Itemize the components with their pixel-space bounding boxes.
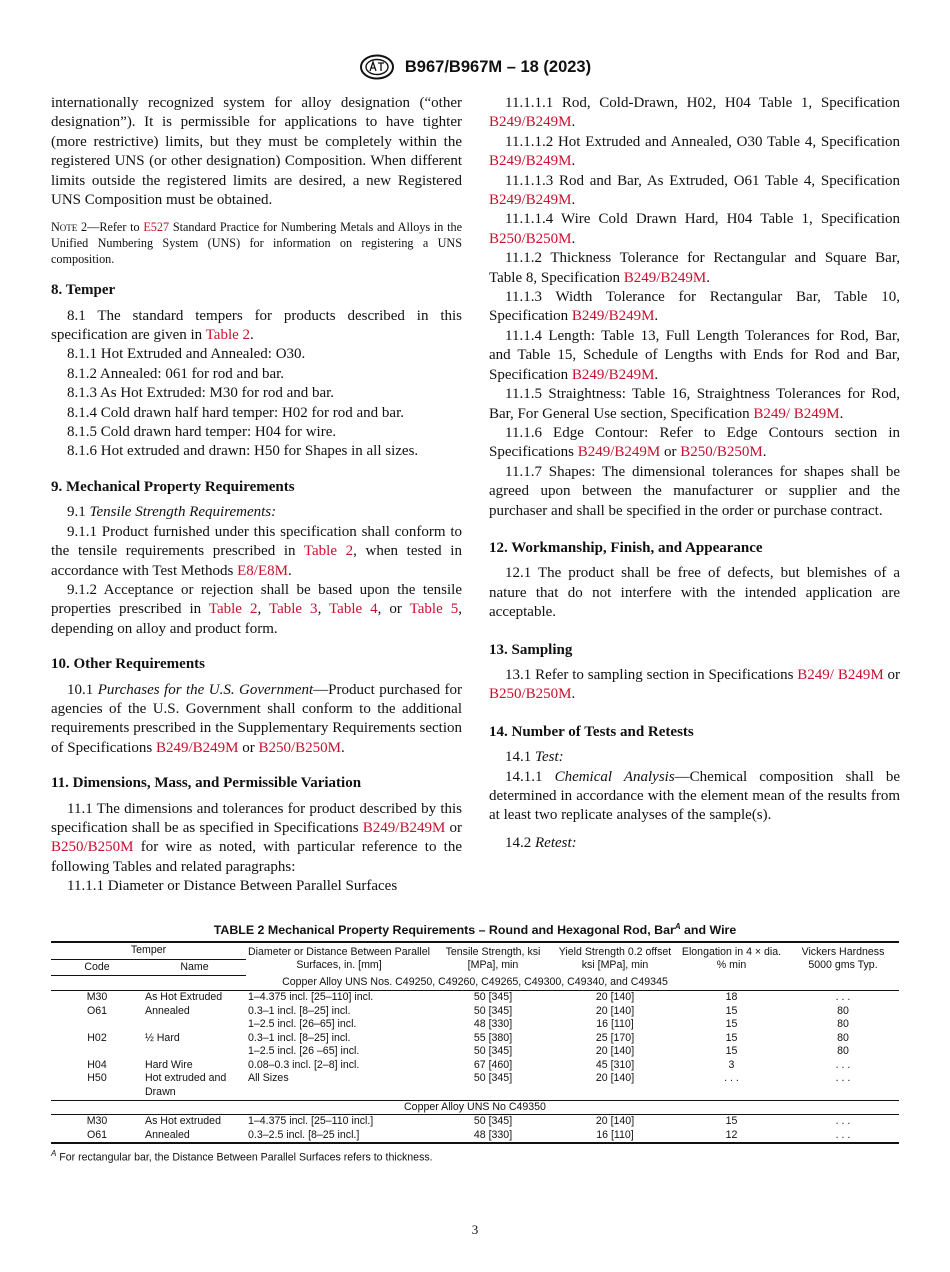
para-11-1-1: 11.1.1 Diameter or Distance Between Parallel Surfaces [67, 878, 398, 895]
para-8-1-6: 8.1.6 Hot extruded and drawn: H50 for Shapes in all sizes. [67, 443, 419, 460]
para-13-1: 13.1 Refer to sampling section in Specifications B249/ B249M or B250/B250M. [489, 666, 901, 703]
para-8-1: 8.1 The standard tempers for products described in this specification are given in Table 2. [51, 307, 462, 344]
table-row: H04 Hard Wire 0.08–0.3 incl. [2–8] incl. 67 [460] 45 [310] 3 . . . [87, 1058, 851, 1071]
astm-logo-icon [359, 54, 395, 80]
ref-b249-link[interactable]: B249/B249M [489, 114, 572, 131]
col-header-vickers: Vickers Hardness 5000 gms Typ. [801, 945, 885, 972]
para-9-1-1: 9.1.1 Product furnished under this specification shall conform to the tensile requirements prescribed in Table 2, when tested in accordance with Test Methods E8/E8M. [51, 523, 462, 579]
table-row: H50 Hot extruded and Drawn All Sizes 50 [345] 20 [140] . . . . . . [51, 1072, 899, 1100]
ref-b249-link[interactable]: B249/B249M [577, 444, 661, 461]
ref-b249-link[interactable]: B249/ B249M [797, 666, 884, 683]
section-10-heading: 10. Other Requirements [51, 656, 206, 673]
ref-b250-link[interactable]: B250/B250M [489, 230, 572, 247]
ref-b249-link[interactable]: B249/B249M [489, 192, 572, 209]
ref-b249-link[interactable]: B249/B249M [489, 153, 572, 170]
col-header-code: Code [51, 959, 143, 976]
para-11-1-3: 11.1.3 Width Tolerance for Rectangular Bar, Table 10, Specification B249/B249M. [489, 289, 900, 325]
table-2-caption: TABLE 2 Mechanical Property Requirements – Round and Hexagonal Rod, Bar$^A$ and Wire [213, 922, 737, 938]
section-13-heading: 13. Sampling [489, 641, 573, 658]
para-8-1-4: 8.1.4 Cold drawn half hard temper: H02 for rod and bar. [67, 404, 404, 421]
page-header [0, 54, 950, 80]
para-11-1-5: 11.1.5 Straightness: Table 16, Straightness Tolerances for Rod, Bar, For General Use section, Specification B249/ B249M. [489, 386, 900, 422]
para-11-1-2: 11.1.2 Thickness Tolerance for Rectangular and Square Bar, Table 8, Specification B249/B249M. [489, 250, 900, 286]
para-9-1-2: 9.1.2 Acceptance or rejection shall be based upon the tensile properties prescribed in Table 2, Table 3, Table 4, or Table 5, depending on alloy and product form. [51, 581, 462, 637]
right-column [489, 94, 900, 853]
para-14-2: 14.2 Retest: [505, 834, 577, 851]
table-row: M30 As Hot Extruded 1–4.375 incl. [25–110] incl. 50 [345] 20 [140] 18 . . . [86, 990, 851, 1003]
table-row: 1–2.5 incl. [26–65] incl. 48 [330] 16 [110] 15 80 [248, 1018, 849, 1031]
para-11-1-1-4: 11.1.1.4 Wire Cold Drawn Hard, H04 Table 1, Specification B250/B250M. [489, 211, 900, 247]
table-2 [51, 922, 899, 1164]
ref-b250-link[interactable]: B250/B250M [680, 444, 763, 461]
ref-table-2-link[interactable]: Table 2 [303, 543, 354, 560]
ref-b249-link[interactable]: B249/B249M [155, 739, 239, 756]
para-14-1-1: 14.1.1 Chemical Analysis—Chemical composition shall be determined in accordance with the element mean of the results from at least two replicate analyses of the sample(s). [489, 768, 900, 824]
para-11-1-1-2: 11.1.1.2 Hot Extruded and Annealed, O30 Table 4, Specification B249/B249M. [489, 133, 900, 170]
section-8-heading: 8. Temper [51, 282, 116, 299]
section-12-heading: 12. Workmanship, Finish, and Appearance [489, 539, 763, 556]
para-10-1: 10.1 Purchases for the U.S. Government—Product purchased for agencies of the U.S. Government shall conform to the additional requirements prescribed in the Supplementary Requirements section of Specifications B249/B249M or B250/B250M. [51, 681, 462, 756]
para-11-1-4: 11.1.4 Length: Table 13, Full Length Tolerances for Rod, Bar, and Table 15, Schedule of Lengths with Ends for Rod and Bar, Specification B249/B249M. [489, 327, 900, 383]
ref-b249-link[interactable]: B249/B249M [571, 366, 655, 383]
para-8-1-5: 8.1.5 Cold drawn hard temper: H04 for wire. [67, 424, 337, 441]
mechanical-property-table [51, 941, 899, 1144]
section-11-heading: 11. Dimensions, Mass, and Permissible Variation [51, 775, 362, 792]
page-number: 3 [471, 1222, 479, 1237]
para-9-1: 9.1 Tensile Strength Requirements: [67, 504, 277, 521]
para-11-1-6: 11.1.6 Edge Contour: Refer to Edge Contours section in Specifications B249/B249M or B250/B250M. [489, 424, 900, 461]
ref-e527-link[interactable]: E527 [143, 220, 170, 235]
table-row: O61 Annealed 0.3–1 incl. [8–25] incl. 50 [345] 20 [140] 15 80 [86, 1004, 849, 1017]
table-row: H02 ½ Hard 0.3–1 incl. [8–25] incl. 55 [380] 25 [170] 15 80 [87, 1031, 849, 1044]
standard-designation: B967/B967M – 18 (2023) [404, 57, 592, 76]
para-11-1: 11.1 The dimensions and tolerances for product described by this specification shall be as specified in Specifications B249/B249M or B250/B250M for wire as noted, with particular reference to the following Tables and related paragraphs: [51, 800, 462, 875]
ref-b250-link[interactable]: B250/B250M [258, 739, 342, 756]
ref-b249-link[interactable]: B249/ B249M [753, 405, 840, 422]
left-column [51, 94, 462, 897]
ref-b250-link[interactable]: B250/B250M [489, 686, 572, 703]
table-row: O61 Annealed 0.3–2.5 incl. [8–25 incl.] 48 [330] 16 [110] 12 . . . [51, 1129, 899, 1144]
col-header-name: Name [143, 959, 246, 976]
para-11-1-7: 11.1.7 Shapes: The dimensional tolerances for shapes shall be agreed upon between the manufacturer or supplier and the purchaser and shall be specified in the order or purchase contract. [489, 463, 900, 519]
table-row: M30 As Hot extruded 1–4.375 incl. [25–110 incl.] 50 [345] 20 [140] 15 . . . [86, 1115, 851, 1128]
col-header-elongation: Elongation in 4 × dia. % min [681, 945, 782, 972]
ref-table-3-link[interactable]: Table 3 [268, 601, 318, 618]
ref-table-5-link[interactable]: Table 5 [409, 601, 459, 618]
continued-paragraph: internationally recognized system for alloy designation (“other designation”). It is permissible for applications to have tighter (more restrictive) limits, but they must be completely within the registered UNS (or other designation) Composition. When different limits outside the registered limits are desired, a new Registered UNS Composition must be obtained. [51, 95, 462, 209]
ref-b249-link[interactable]: B249/B249M [571, 308, 655, 325]
para-14-1: 14.1 Test: [505, 749, 564, 766]
col-header-tensile: Tensile Strength, ksi [MPa], min [445, 945, 541, 972]
para-11-1-1-1: 11.1.1.1 Rod, Cold-Drawn, H02, H04 Table 1, Specification B249/B249M. [489, 95, 900, 131]
table-row: 1–2.5 incl. [26 –65] incl. 50 [345] 20 [140] 15 80 [248, 1045, 849, 1058]
note-2: Note 2—Refer to E527 Standard Practice for Numbering Metals and Alloys in the Unified Numbering System (UNS) for information on registering a UNS composition. [51, 220, 463, 266]
col-header-diameter: Diameter or Distance Between Parallel Surfaces, in. [mm] [248, 945, 430, 972]
para-11-1-1-3: 11.1.1.3 Rod and Bar, As Extruded, O61 Table 4, Specification B249/B249M. [489, 172, 900, 209]
para-8-1-3: 8.1.3 As Hot Extruded: M30 for rod and bar. [67, 385, 335, 402]
ref-b249-link[interactable]: B249/B249M [362, 819, 446, 836]
ref-table-2-link[interactable]: Table 2 [208, 601, 258, 618]
section-9-heading: 9. Mechanical Property Requirements [51, 478, 295, 495]
ref-b249-link[interactable]: B249/B249M [623, 269, 707, 286]
col-header-temper: Temper [51, 942, 246, 959]
ref-table-2-link[interactable]: Table 2 [205, 327, 251, 344]
section-14-heading: 14. Number of Tests and Retests [489, 723, 694, 740]
group-header: Copper Alloy UNS Nos. C49250, C49260, C49265, C49300, C49340, and C49345 [51, 976, 899, 991]
ref-b250-link[interactable]: B250/B250M [51, 839, 134, 856]
group-header: Copper Alloy UNS No C49350 [51, 1100, 899, 1115]
col-header-yield: Yield Strength 0.2 offset ksi [MPa], min [558, 945, 672, 972]
para-8-1-2: 8.1.2 Annealed: 061 for rod and bar. [67, 365, 285, 382]
table-footnote: $^A$ For rectangular bar, the Distance Between Parallel Surfaces refers to thickness. [51, 1149, 433, 1164]
para-12-1: 12.1 The product shall be free of defects, but blemishes of a nature that do not interfere with the intended application are acceptable. [489, 565, 900, 621]
ref-e8-link[interactable]: E8/E8M [237, 562, 288, 579]
ref-table-4-link[interactable]: Table 4 [329, 601, 378, 618]
para-8-1-1: 8.1.1 Hot Extruded and Annealed: O30. [67, 346, 306, 363]
